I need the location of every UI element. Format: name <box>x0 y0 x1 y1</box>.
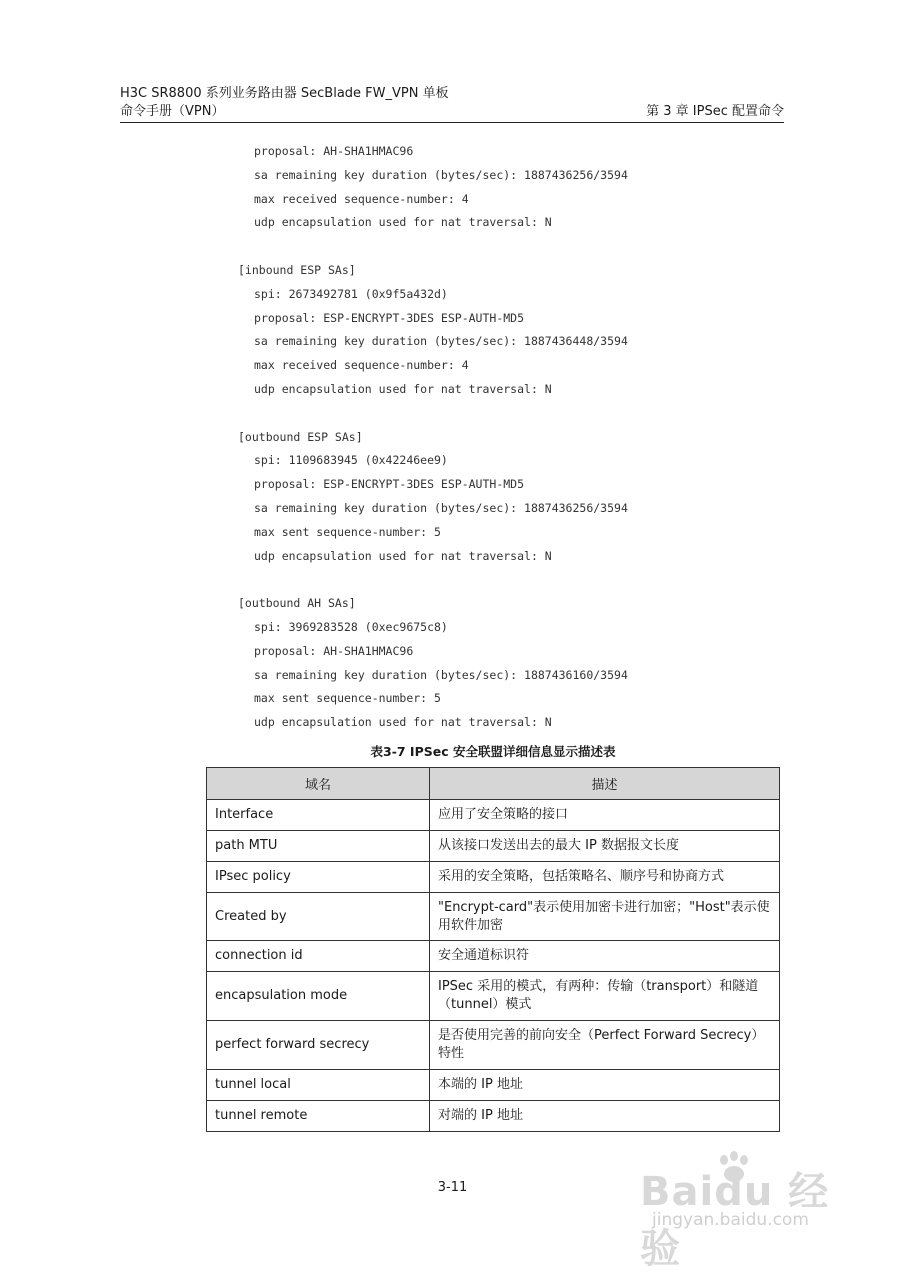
code-line: spi: 2673492781 (0x9f5a432d) <box>254 286 448 301</box>
code-line: sa remaining key duration (bytes/sec): 1887436160/3594 <box>254 667 628 682</box>
code-line: [outbound ESP SAs] <box>238 429 363 444</box>
field-description-cell: 应用了安全策略的接口 <box>430 800 780 831</box>
code-line: sa remaining key duration (bytes/sec): 1887436256/3594 <box>254 500 628 515</box>
header-doc-title: H3C SR8800 系列业务路由器 SecBlade FW_VPN 单板 <box>120 86 449 101</box>
field-description-cell: 对端的 IP 地址 <box>430 1101 780 1132</box>
field-name-cell: tunnel remote <box>207 1101 430 1132</box>
header-chapter: 第 3 章 IPSec 配置命令 <box>646 104 784 119</box>
column-header-field: 域名 <box>207 768 430 800</box>
field-name-cell: Interface <box>207 800 430 831</box>
field-description-cell: 是否使用完善的前向安全（Perfect Forward Secrecy）特性 <box>430 1021 780 1070</box>
code-line <box>238 235 798 259</box>
column-header-description: 描述 <box>430 768 780 800</box>
field-description-cell: 从该接口发送出去的最大 IP 数据报文长度 <box>430 831 780 862</box>
header-divider <box>120 122 784 123</box>
code-line: max sent sequence-number: 5 <box>254 691 441 706</box>
field-name-cell: connection id <box>207 941 430 972</box>
code-line: udp encapsulation used for nat traversal: N <box>254 548 552 563</box>
code-line: udp encapsulation used for nat traversal: N <box>254 715 552 730</box>
code-line: udp encapsulation used for nat traversal: N <box>254 215 552 230</box>
code-line: spi: 1109683945 (0x42246ee9) <box>254 453 448 468</box>
field-name-cell: perfect forward secrecy <box>207 1021 430 1070</box>
code-line: udp encapsulation used for nat traversal: N <box>254 381 552 396</box>
command-output-block <box>238 140 798 735</box>
code-line <box>238 568 798 592</box>
field-description-table <box>206 767 780 1132</box>
table-caption: 表3-7 IPSec 安全联盟详细信息显示描述表 <box>370 744 616 759</box>
code-line: max received sequence-number: 4 <box>254 358 469 373</box>
table-row <box>207 972 780 1021</box>
field-description-cell: 采用的安全策略，包括策略名、顺序号和协商方式 <box>430 862 780 893</box>
page-header <box>120 85 784 121</box>
header-manual-name: 命令手册（VPN） <box>120 104 225 119</box>
code-line: proposal: AH-SHA1HMAC96 <box>254 643 414 658</box>
watermark-url: jingyan.baidu.com <box>652 1210 809 1230</box>
code-line <box>238 402 798 426</box>
code-line: sa remaining key duration (bytes/sec): 1887436448/3594 <box>254 334 628 349</box>
code-line: proposal: ESP-ENCRYPT-3DES ESP-AUTH-MD5 <box>254 477 525 492</box>
code-line: spi: 3969283528 (0xec9675c8) <box>254 619 448 634</box>
field-name-cell: IPsec policy <box>207 862 430 893</box>
field-name-cell: tunnel local <box>207 1070 430 1101</box>
code-line: proposal: AH-SHA1HMAC96 <box>254 144 414 158</box>
field-description-cell: 安全通道标识符 <box>430 941 780 972</box>
watermark-logo-text: Baidu 经验 <box>640 1169 830 1272</box>
page-number: 3-11 <box>437 1180 468 1195</box>
code-line: max sent sequence-number: 5 <box>254 524 441 539</box>
code-line: proposal: ESP-ENCRYPT-3DES ESP-AUTH-MD5 <box>254 310 525 325</box>
code-line: sa remaining key duration (bytes/sec): 1887436256/3594 <box>254 167 628 182</box>
header-row <box>120 103 784 121</box>
code-line: [outbound AH SAs] <box>238 596 356 611</box>
field-description-cell: IPSec 采用的模式，有两种：传输（transport）和隧道（tunnel）模式 <box>430 972 780 1021</box>
table-row <box>207 1101 780 1132</box>
field-name-cell: path MTU <box>207 831 430 862</box>
table-row <box>207 800 780 831</box>
code-line: max received sequence-number: 4 <box>254 191 469 206</box>
baidu-jingyan-watermark <box>640 1150 870 1272</box>
table-header-row <box>207 768 780 800</box>
table-row <box>207 831 780 862</box>
table-row <box>207 862 780 893</box>
table-row <box>207 941 780 972</box>
field-name-cell: encapsulation mode <box>207 972 430 1021</box>
field-description-cell: "Encrypt-card"表示使用加密卡进行加密；"Host"表示使用软件加密 <box>430 893 780 941</box>
table-row <box>207 1021 780 1070</box>
field-name-cell: Created by <box>207 893 430 941</box>
field-description-cell: 本端的 IP 地址 <box>430 1070 780 1101</box>
table-row <box>207 893 780 941</box>
code-line: [inbound ESP SAs] <box>238 262 356 277</box>
table-row <box>207 1070 780 1101</box>
